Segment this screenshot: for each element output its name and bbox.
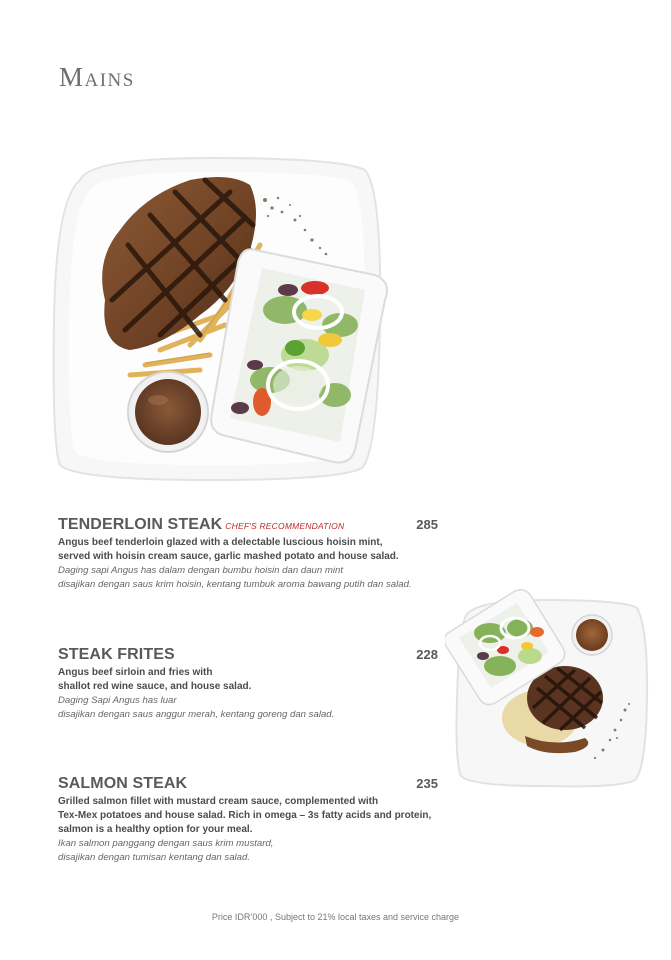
description-line: served with hoisin cream sauce, garlic mashed potato and house salad.: [58, 551, 399, 562]
description-line: disajikan dengan saus anggur merah, kentang goreng dan salad.: [58, 709, 335, 720]
item-name: SALMON STEAK: [58, 775, 188, 792]
price-footnote: Price IDR’000 , Subject to 21% local taxes and service charge: [211, 912, 460, 922]
description-line: Daging sapi Angus has dalam dengan bumbu hoisin dan daun mint: [58, 565, 343, 576]
description-line: shallot red wine sauce, and house salad.: [58, 681, 252, 692]
item-name: TENDERLOIN STEAK: [58, 516, 223, 533]
description-line: Ikan salmon panggang dengan saus krim mustard,: [58, 838, 274, 849]
description-line: salmon is a healthy option for your meal.: [58, 824, 253, 835]
description-indonesian: [58, 564, 441, 592]
description-line: Angus beef tenderloin glazed with a delectable luscious hoisin mint,: [58, 537, 383, 548]
description-line: Grilled salmon fillet with mustard cream sauce, complemented with: [58, 796, 379, 807]
menu-item-tenderloin-steak: [58, 516, 441, 592]
description-english: [58, 666, 441, 694]
section-title: Mains: [59, 62, 135, 92]
description-indonesian: [58, 837, 441, 865]
description-english: [58, 536, 441, 564]
description-line: Angus beef sirloin and fries with: [58, 667, 213, 678]
menu-item-salmon-steak: [58, 775, 441, 865]
description-line: disajikan dengan tumisan kentang dan salad.: [58, 852, 251, 863]
description-line: Tex-Mex potatoes and house salad. Rich in omega – 3s fatty acids and protein,: [58, 810, 432, 821]
description-english: [58, 795, 441, 837]
steak-frites-photo: [445, 588, 650, 788]
tenderloin-steak-photo: [50, 150, 400, 485]
description-line: Daging Sapi Angus has luar: [58, 695, 177, 706]
description-line: disajikan dengan saus krim hoisin, kentang tumbuk aroma bawang putih dan salad.: [58, 579, 412, 590]
item-name: STEAK FRITES: [58, 646, 175, 663]
menu-item-steak-frites: [58, 646, 441, 722]
item-price: 228: [416, 647, 438, 662]
item-price: 285: [416, 517, 438, 532]
description-indonesian: [58, 694, 441, 722]
item-price: 235: [416, 776, 438, 791]
chef-recommendation-badge: CHEF'S RECOMMENDATION: [225, 521, 345, 531]
